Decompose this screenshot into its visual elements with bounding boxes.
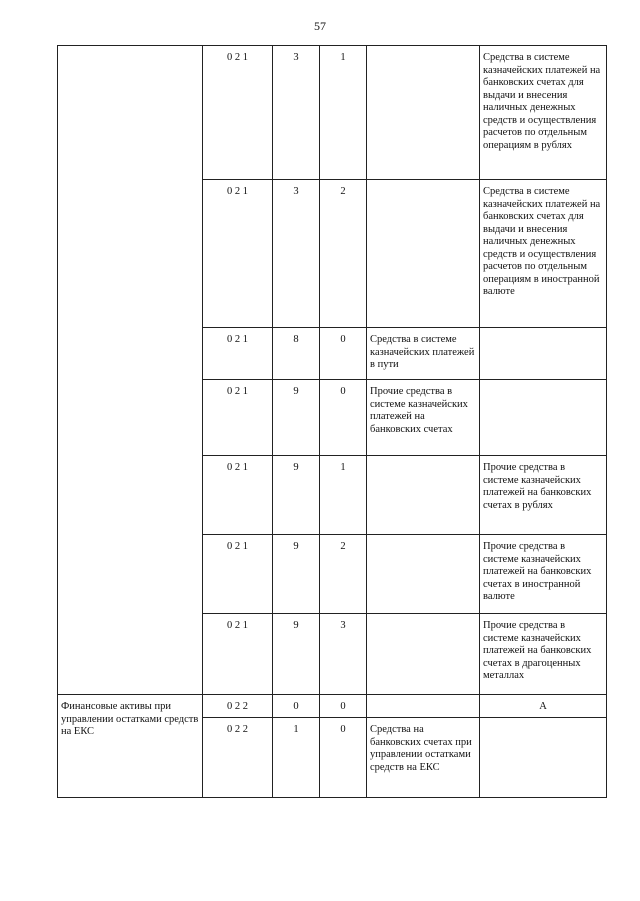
code-cell: 3 — [273, 180, 320, 328]
group-label: Финансовые активы при управлении остатками средств на ЕКС — [58, 695, 203, 798]
subaccount-name-cell: Прочие средства в системе казначейских платежей на банковских счетах в иностранной валюте — [480, 535, 607, 614]
code-cell: 3 — [273, 46, 320, 180]
code-cell: 9 — [273, 614, 320, 695]
code-cell: 0 2 1 — [203, 46, 273, 180]
account-name-cell — [367, 535, 480, 614]
subaccount-name-cell — [480, 380, 607, 456]
code-cell: 0 2 1 — [203, 456, 273, 535]
code-cell: 2 — [320, 535, 367, 614]
code-cell: 9 — [273, 535, 320, 614]
code-cell: 0 — [320, 380, 367, 456]
subaccount-name-cell: Средства в системе казначейских платежей на банковских счетах для выдачи и внесения наличных денежных средств и осуществления расчетов по отдельным операциям в иностранной валюте — [480, 180, 607, 328]
code-cell: 1 — [320, 456, 367, 535]
code-cell: 1 — [320, 46, 367, 180]
account-name-cell — [367, 456, 480, 535]
subaccount-name-cell — [480, 328, 607, 380]
code-cell: 0 — [273, 695, 320, 718]
account-name-cell — [367, 614, 480, 695]
code-cell: 0 2 1 — [203, 535, 273, 614]
account-name-cell: Средства на банковских счетах при управлении остатками средств на ЕКС — [367, 718, 480, 798]
account-name-cell: Средства в системе казначейских платежей в пути — [367, 328, 480, 380]
code-cell: 0 2 1 — [203, 328, 273, 380]
code-cell: 0 2 1 — [203, 380, 273, 456]
account-name-cell — [367, 46, 480, 180]
code-cell: 9 — [273, 380, 320, 456]
page-number: 57 — [314, 19, 326, 33]
account-name-cell — [367, 180, 480, 328]
account-name-cell: Прочие средства в системе казначейских платежей на банковских счетах — [367, 380, 480, 456]
subaccount-name-cell: Прочие средства в системе казначейских платежей на банковских счетах в драгоценных металлах — [480, 614, 607, 695]
code-cell: 1 — [273, 718, 320, 798]
subaccount-name-cell — [480, 718, 607, 798]
table-row — [58, 46, 607, 180]
account-codes-table — [57, 45, 607, 798]
code-cell: 0 2 2 — [203, 718, 273, 798]
code-cell: 0 2 1 — [203, 180, 273, 328]
subaccount-name-cell: Прочие средства в системе казначейских платежей на банковских счетах в рублях — [480, 456, 607, 535]
account-name-cell — [367, 695, 480, 718]
group-label-empty — [58, 46, 203, 695]
code-cell: 9 — [273, 456, 320, 535]
code-cell: 0 — [320, 718, 367, 798]
code-cell: 0 — [320, 328, 367, 380]
subaccount-name-cell: А — [480, 695, 607, 718]
subaccount-name-cell: Средства в системе казначейских платежей на банковских счетах для выдачи и внесения наличных денежных средств и осуществления расчетов по отдельным операциям в рублях — [480, 46, 607, 180]
code-cell: 8 — [273, 328, 320, 380]
code-cell: 0 2 2 — [203, 695, 273, 718]
code-cell: 0 — [320, 695, 367, 718]
code-cell: 0 2 1 — [203, 614, 273, 695]
code-cell: 2 — [320, 180, 367, 328]
table-row — [58, 695, 607, 718]
code-cell: 3 — [320, 614, 367, 695]
